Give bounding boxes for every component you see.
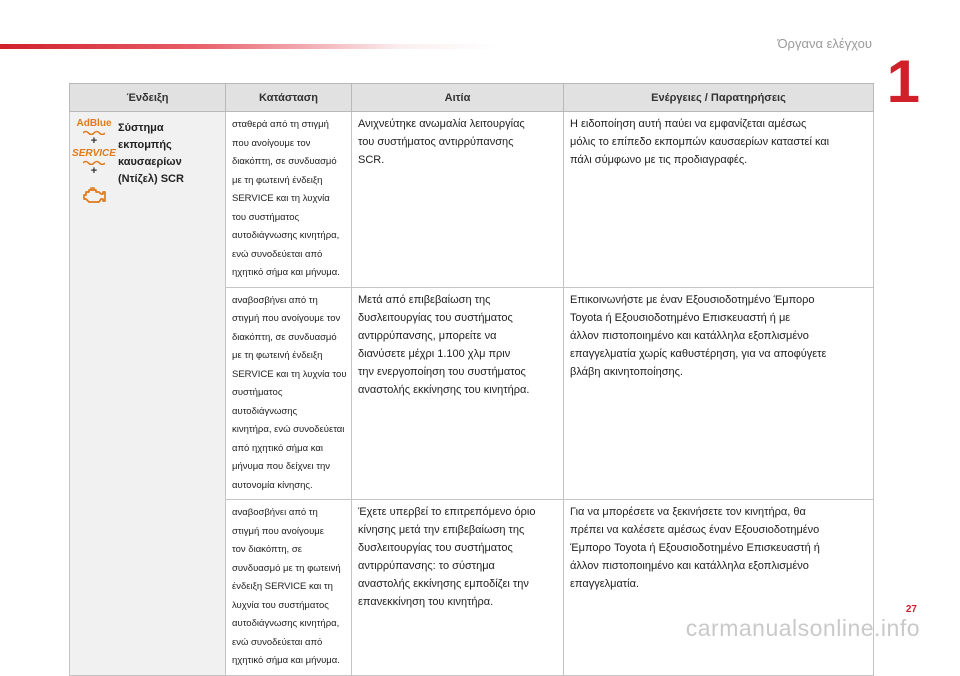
- page-number: 27: [905, 604, 917, 615]
- action-cell: Επικοινωνήστε με έναν Εξουσιοδοτημένο Έμπορο Toyota ή Εξουσιοδοτημένο Επισκευαστή ή με άλλον πιστοποιημένο και κατάλληλα εξοπλισμένο επαγγελματία χωρίς καθυστέρηση, για να αποφύγετε βλάβη ακινητοποίησης.: [564, 287, 874, 500]
- chapter-number: 1: [886, 48, 920, 115]
- state-cell: σταθερά από τη στιγμή που ανοίγουμε τον διακόπτη, σε συνδυασμό με τη φωτεινή ένδειξη SERVICE και τη λυχνία του συστήματος αυτοδιάγνωσης κινητήρα, ενώ συνοδεύεται από ηχητικό σήμα και μήνυμα.: [226, 112, 352, 288]
- plus-sign: +: [90, 135, 98, 147]
- top-accent-bar: [0, 44, 500, 49]
- column-header-cause: Αιτία: [352, 84, 564, 112]
- column-header-indicator: Ένδειξη: [70, 84, 226, 112]
- state-cell: αναβοσβήνει από τη στιγμή που ανοίγουμε τον διακόπτη, σε συνδυασμό με τη φωτεινή ένδειξη SERVICE και τη λυχνία του συστήματος αυτοδιάγνωσης κινητήρα, ενώ συνοδεύεται από ηχητικό σήμα και μήνυμα.: [226, 500, 352, 676]
- column-header-actions: Ενέργειες / Παρατηρήσεις: [564, 84, 874, 112]
- service-icon: SERVICE: [72, 148, 116, 159]
- cause-cell: Ανιχνεύτηκε ανωμαλία λειτουργίας του συστήματος αντιρρύπανσης SCR.: [352, 112, 564, 288]
- column-header-state: Κατάσταση: [226, 84, 352, 112]
- indicator-label: Σύστημα εκπομπής καυσαερίων (Ντίζελ) SCR: [118, 122, 184, 185]
- warning-lights-table: [69, 83, 874, 676]
- cause-cell: Έχετε υπερβεί το επιτρεπόμενο όριο κίνησης μετά την επιβεβαίωση της δυσλειτουργίας του συστήματος αντιρρύπανσης: το σύστημα αναστολής εκκίνησης εμποδίζει την επανεκκίνηση του κινητήρα.: [352, 500, 564, 676]
- adblue-icon: AdBlue: [76, 118, 112, 129]
- engine-check-icon: [81, 186, 107, 206]
- state-cell: αναβοσβήνει από τη στιγμή που ανοίγουμε τον διακόπτη, σε συνδυασμό με τη φωτεινή ένδειξη SERVICE και τη λυχνία του συστήματος αυτοδιάγνωσης κινητήρα, ενώ συνοδεύεται από ηχητικό σήμα και μήνυμα που δείχνει την αυτονομία κίνησης.: [226, 287, 352, 500]
- section-title: Όργανα ελέγχου: [777, 36, 872, 51]
- indicator-cell: [70, 112, 226, 676]
- table-row: [70, 112, 874, 288]
- cause-cell: Μετά από επιβεβαίωση της δυσλειτουργίας του συστήματος αντιρρύπανσης, μπορείτε να διανύσετε μέχρι 1.100 χλμ πριν την ενεργοποίηση του συστήματος αναστολής εκκίνησης του κινητήρα.: [352, 287, 564, 500]
- indicator-icons: [74, 118, 114, 206]
- action-cell: Η ειδοποίηση αυτή παύει να εμφανίζεται αμέσως μόλις το επίπεδο εκπομπών καυσαερίων καταστεί και πάλι σύμφωνο με τις προδιαγραφές.: [564, 112, 874, 288]
- plus-sign: +: [90, 165, 98, 177]
- watermark: carmanualsonline.info: [685, 615, 920, 641]
- table-header-row: [70, 84, 874, 112]
- action-cell: Για να μπορέσετε να ξεκινήσετε τον κινητήρα, θα πρέπει να καλέσετε αμέσως έναν Εξουσιοδοτημένο Έμπορο Toyota ή Εξουσιοδοτημένο Επισκευαστή ή άλλον πιστοποιημένο και κατάλληλα εξοπλισμένο επαγγελματία.: [564, 500, 874, 676]
